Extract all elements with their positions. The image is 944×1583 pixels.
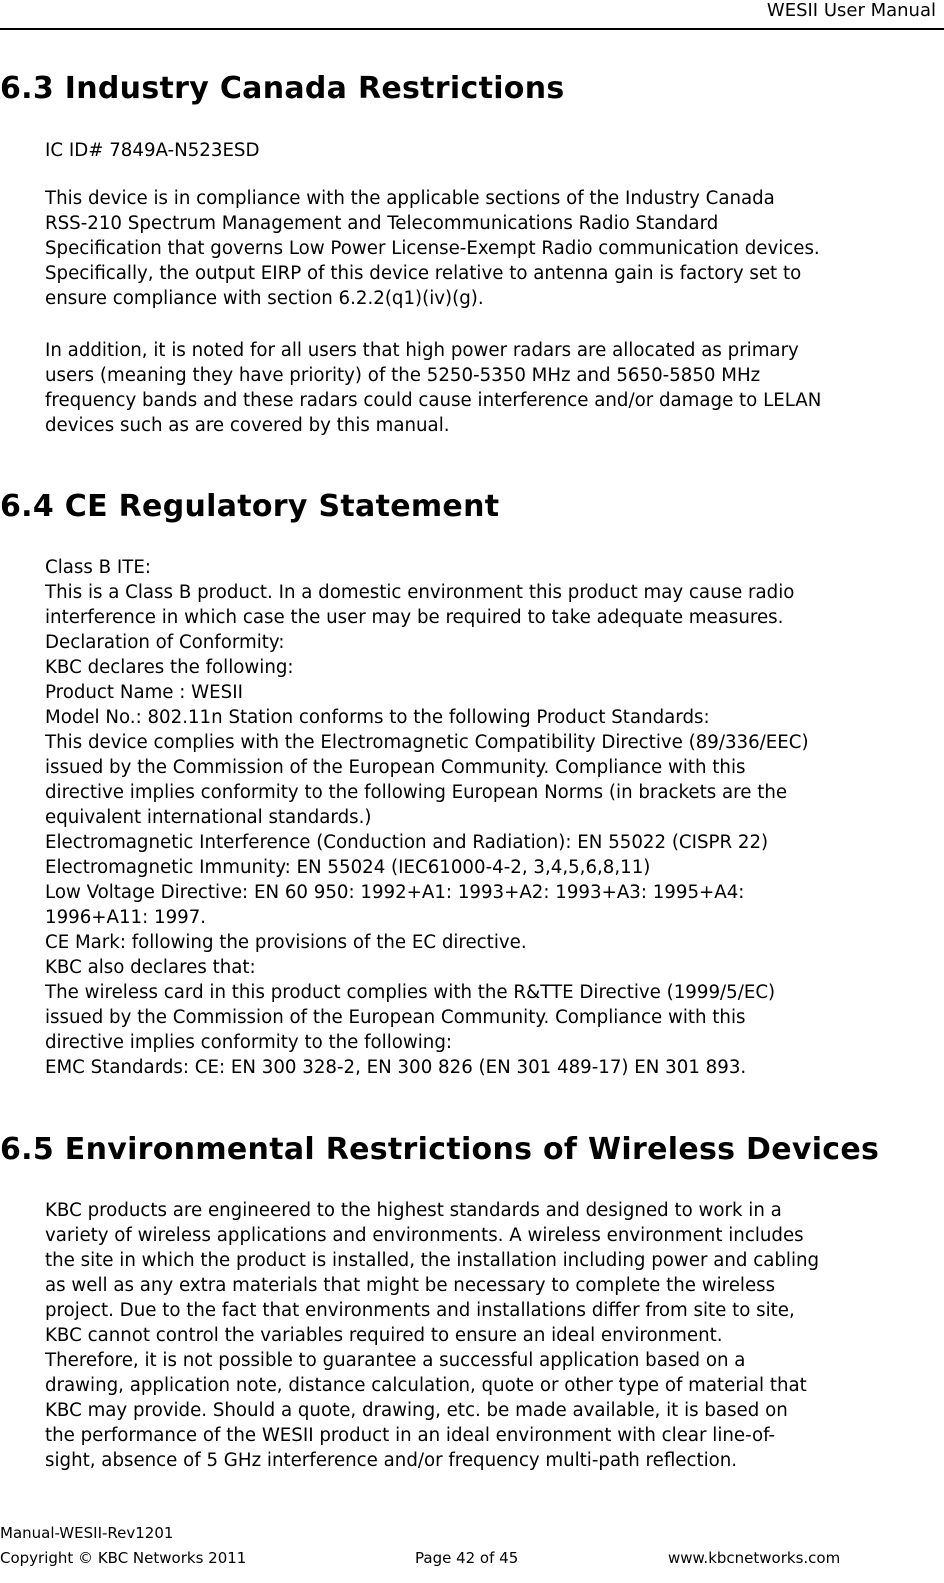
section-6-3-paragraph-1 <box>45 186 935 311</box>
text-line: This device is in compliance with the applicable sections of the Industry Canada <box>45 188 775 209</box>
text-line: This is a Class B product. In a domestic environment this product may cause radio <box>45 582 795 603</box>
text-line: Product Name : WESII <box>45 682 243 703</box>
ic-id-text: IC ID# 7849A-N523ESD <box>45 140 260 161</box>
text-line: directive implies conformity to the following: <box>45 1032 452 1053</box>
text-line: devices such as are covered by this manual. <box>45 415 450 436</box>
text-line: KBC declares the following: <box>45 657 294 678</box>
text-line: issued by the Commission of the European Community. Compliance with this <box>45 1007 746 1028</box>
section-6-3-paragraph-2 <box>45 338 935 438</box>
text-line: interference in which case the user may be required to take adequate measures. <box>45 607 784 628</box>
text-line: CE Mark: following the provisions of the EC directive. <box>45 932 527 953</box>
text-line: users (meaning they have priority) of the 5250-5350 MHz and 5650-5850 MHz <box>45 365 761 386</box>
text-line: KBC products are engineered to the highest standards and designed to work in a <box>45 1200 782 1221</box>
text-line: KBC cannot control the variables required to ensure an ideal environment. <box>45 1325 723 1346</box>
text-line: directive implies conformity to the following European Norms (in brackets are the <box>45 782 788 803</box>
section-6-4-body <box>45 555 935 1080</box>
text-line: drawing, application note, distance calculation, quote or other type of material that <box>45 1375 807 1396</box>
text-line: Low Voltage Directive: EN 60 950: 1992+A1: 1993+A2: 1993+A3: 1995+A4: <box>45 882 745 903</box>
footer-revision: Manual-WESII-Rev1201 <box>0 1524 174 1542</box>
text-line: Electromagnetic Immunity: EN 55024 (IEC61000-4-2, 3,4,5,6,8,11) <box>45 857 651 878</box>
text-line: frequency bands and these radars could cause interference and/or damage to LELAN <box>45 390 822 411</box>
text-line: Declaration of Conformity: <box>45 632 285 653</box>
text-line: Model No.: 802.11n Station conforms to the following Product Standards: <box>45 707 710 728</box>
text-line: KBC also declares that: <box>45 957 256 978</box>
section-heading-6-5: 6.5 Environmental Restrictions of Wireless Devices <box>0 1132 880 1167</box>
text-line: issued by the Commission of the European Community. Compliance with this <box>45 757 746 778</box>
section-heading-6-4: 6.4 CE Regulatory Statement <box>0 489 500 524</box>
text-line: Class B ITE: <box>45 557 151 578</box>
text-line: KBC may provide. Should a quote, drawing, etc. be made available, it is based on <box>45 1400 788 1421</box>
text-line: In addition, it is noted for all users that high power radars are allocated as primary <box>45 340 799 361</box>
text-line: RSS-210 Spectrum Management and Telecommunications Radio Standard <box>45 213 719 234</box>
text-line: ensure compliance with section 6.2.2(q1)(iv)(g). <box>45 288 484 309</box>
footer-copyright: Copyright © KBC Networks 2011 <box>0 1549 247 1567</box>
section-6-5-body <box>45 1198 935 1473</box>
text-line: the site in which the product is installed, the installation including power and cabling <box>45 1250 820 1271</box>
text-line: Specifically, the output EIRP of this device relative to antenna gain is factory set to <box>45 263 802 284</box>
text-line: This device complies with the Electromagnetic Compatibility Directive (89/336/EEC) <box>45 732 809 753</box>
text-line: as well as any extra materials that might be necessary to complete the wireless <box>45 1275 776 1296</box>
ic-id <box>45 138 935 163</box>
text-line: Specification that governs Low Power License-Exempt Radio communication devices. <box>45 238 820 259</box>
text-line: the performance of the WESII product in an ideal environment with clear line-of- <box>45 1425 776 1446</box>
text-line: Electromagnetic Interference (Conduction and Radiation): EN 55022 (CISPR 22) <box>45 832 769 853</box>
text-line: EMC Standards: CE: EN 300 328-2, EN 300 826 (EN 301 489-17) EN 301 893. <box>45 1057 747 1078</box>
text-line: 1996+A11: 1997. <box>45 907 207 928</box>
text-line: variety of wireless applications and environments. A wireless environment includes <box>45 1225 804 1246</box>
text-line: equivalent international standards.) <box>45 807 372 828</box>
footer-page-number: Page 42 of 45 <box>415 1549 519 1567</box>
section-heading-6-3: 6.3 Industry Canada Restrictions <box>0 71 565 106</box>
document-title: WESII User Manual <box>766 0 936 21</box>
footer-website: www.kbcnetworks.com <box>668 1549 841 1567</box>
text-line: project. Due to the fact that environments and installations differ from site to site, <box>45 1300 795 1321</box>
text-line: The wireless card in this product complies with the R&TTE Directive (1999/5/EC) <box>45 982 776 1003</box>
page-header <box>0 0 944 30</box>
text-line: Therefore, it is not possible to guarantee a successful application based on a <box>45 1350 746 1371</box>
text-line: sight, absence of 5 GHz interference and/or frequency multi-path reflection. <box>45 1450 738 1471</box>
